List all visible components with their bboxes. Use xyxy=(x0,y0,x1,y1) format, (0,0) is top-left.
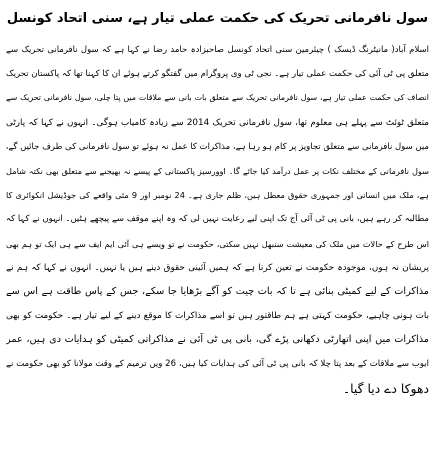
article-line: انصاف کی حکمت عملی تیار ہے، سول نافرمانی تحریک سے متعلق بات بانی سے ملاقات میں پتا چلی، سول نافرمانی تحریک سے xyxy=(6,93,429,103)
article-body xyxy=(6,38,429,401)
article-line: میں سول نافرمانی سے متعلق تجاویز پر کام ہو رہا ہے، مذاکرات کا عمل نہ ہوئے تو سول نافرمانی کی طرف جائیں گے، xyxy=(6,141,429,152)
article-line: بات ہونی چاہیے، حکومت کہتی ہے ہم طاقتور ہیں تو اسے مذاکرات کا موقع دینے کے لیے تیار ہے۔ حکومت کو بھی xyxy=(6,311,429,322)
article-line: سول نافرمانی کے مختلف نکات پر عمل درآمد کیا جائے گا۔ اوورسیز پاکستانی کے پیسے نہ بھیجنے سے متعلق بھی نکتہ شامل xyxy=(6,165,429,176)
article-line: متعلق پی ٹی آئی کی حکمت عملی تیار ہے۔ نجی ٹی وی پروگرام میں گفتگو کرتے ہوئے ان کا کہنا تھا کہ پاکستان تحریک xyxy=(6,69,429,80)
article-line: اس طرح کے حالات میں ملک کی معیشت سنبھل نہیں سکتی، حکومت نے تو ویسے ہی آئی ایم ایف سے ہی ایک تو ہم بھی xyxy=(6,238,429,249)
article-line: مطالبہ کر رہے ہیں، بانی پی ٹی آئی آج تک اپنی لیے رعایت نہیں لی کہ وہ اپنے موقف سے پیچھے ہٹیں۔ انہوں نے کہا کہ xyxy=(6,214,429,225)
article-line: مذاکرات کے لیے کمیٹی بنائی ہے تا کہ بات چیت کو آگے بڑھایا جا سکے، جس کے پاس طاقت ہے اس سے xyxy=(6,285,429,297)
article-line: ایوب سے ملاقات کے بعد پتا چلا کہ بانی پی ٹی آئی کی ہدایات کیا ہیں، 26 ویں ترمیم کے وقت مولانا کو بھی حکومت نے xyxy=(6,359,429,370)
article-line: مذاکرات میں اپنی اتھارٹی دکھانی پڑے گی، بانی پی ٹی آئی نے مذاکراتی کمیٹی کو ہدایات دی ہیں، عمر xyxy=(6,334,429,346)
article-line: ہے، ملک میں انسانی اور جمہوری حقوق معطل ہیں، ظلم جاری ہے۔ 24 نومبر اور 9 مئی واقعے کی جوڈیشل انکوائری کا xyxy=(6,190,429,201)
article-line: متعلق ٹوئٹ سے پہلے ہی معلوم تھا، سول نافرمانی تحریک 2014 سے زیادہ کامیاب ہوگی۔ انہوں نے کہا کہ پارٹی xyxy=(6,117,429,128)
article-line: دھوکا دے دیا گیا۔ xyxy=(342,380,429,396)
article-line: پریشان نہ ہوں، موجودہ حکومت نے تعین کرنا ہے کہ ہمیں آئینی حقوق دینے ہیں یا نہیں۔ انہوں نے کہا کہ ہم نے xyxy=(6,262,429,273)
article-line: اسلام آباد( مانیٹرنگ ڈیسک ) چیئرمین سنی اتحاد کونسل صاحبزادہ حامد رضا نے کہا ہے کہ سول نافرمانی تحریک سے xyxy=(6,45,429,55)
headline: سول نافرمانی تحریک کی حکمت عملی تیار ہے، سنی اتحاد کونسل xyxy=(6,11,429,26)
